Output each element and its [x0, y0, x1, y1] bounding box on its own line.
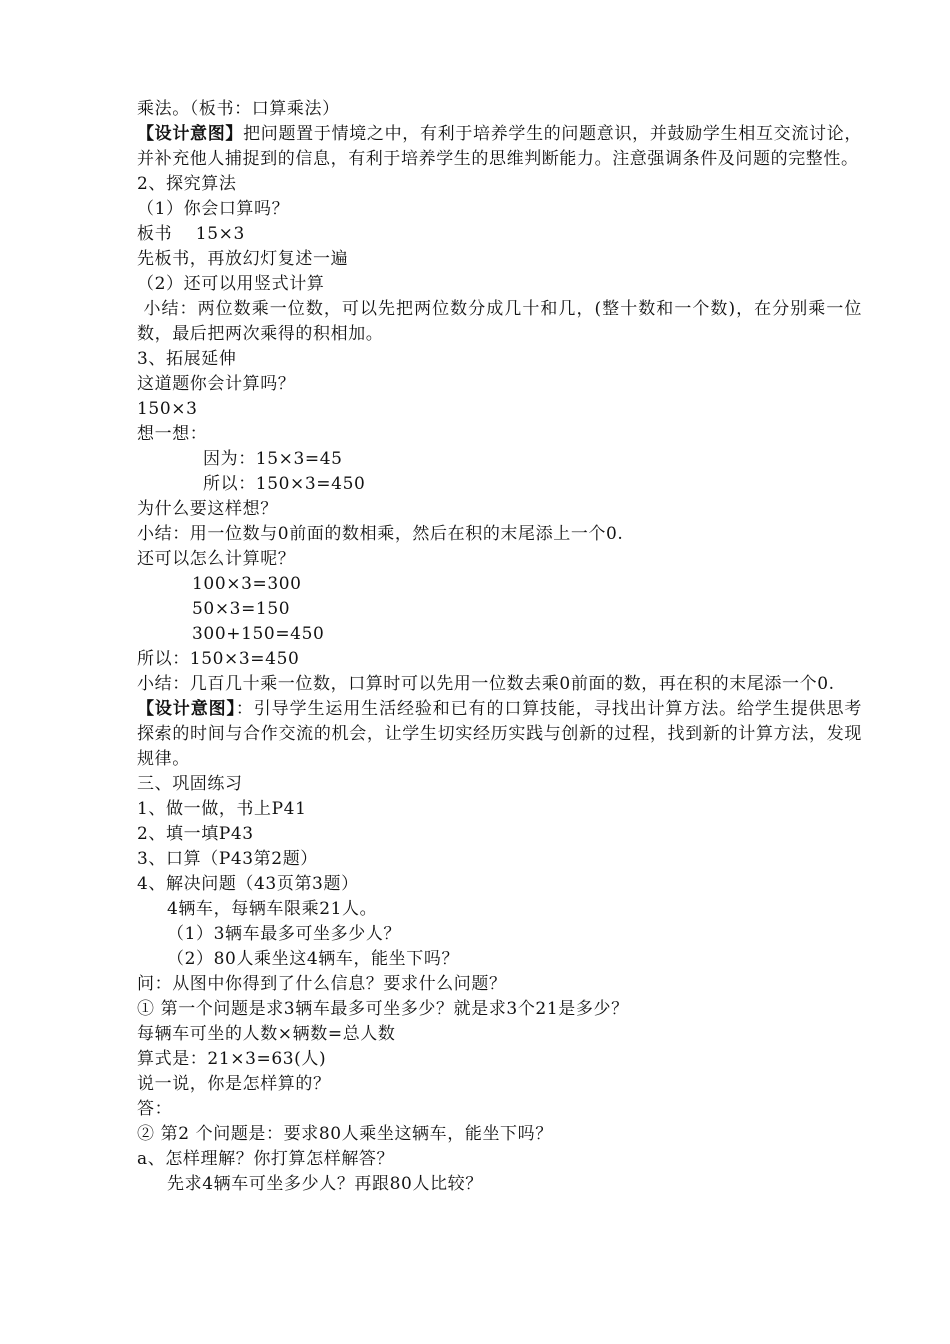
design-intent-2: 【设计意图】：引导学生运用生活经验和已有的口算技能，寻找出计算方法。给学生提供思考探索的时间与合作交流的机会，让学生切实经历实践与创新的过程，找到新的计算方法，发现规律。 — [137, 699, 862, 769]
text-line: 说一说，你是怎样算的？ — [137, 1074, 331, 1094]
equation: 150×3 — [137, 399, 198, 419]
design-intent-label: 【设计意图】 — [137, 124, 244, 144]
summary-3: 小结：几百几十乘一位数，口算时可以先用一位数去乘0前面的数，再在积的末尾添一个0. — [137, 674, 835, 694]
exercise-item: 3、口算（P43第2题） — [137, 849, 318, 869]
problem-statement: 4辆车，每辆车限乘21人。 — [167, 899, 378, 919]
text-line: 问：从图中你得到了什么信息？要求什么问题？ — [137, 974, 507, 994]
exercise-item: 4、解决问题（43页第3题） — [137, 874, 359, 894]
summary-2: 小结：用一位数与0前面的数相乘，然后在积的末尾添上一个0. — [137, 524, 624, 544]
list-item: （2）还可以用竖式计算 — [137, 274, 325, 294]
equation: 100×3=300 — [192, 574, 302, 594]
equation: 因为：15×3=45 — [203, 449, 343, 469]
formula-line: 每辆车可坐的人数×辆数=总人数 — [137, 1024, 396, 1044]
equation: 所以：150×3=450 — [137, 649, 300, 669]
exercise-item: 1、做一做，书上P41 — [137, 799, 307, 819]
text-line: 想一想： — [137, 424, 208, 444]
section-heading: 3、拓展延伸 — [137, 349, 237, 369]
section-heading: 三、巩固练习 — [137, 774, 243, 794]
section-heading: 2、探究算法 — [137, 174, 237, 194]
problem-question: （1）3辆车最多可坐多少人？ — [167, 924, 402, 944]
design-intent-1: 【设计意图】把问题置于情境之中，有利于培养学生的问题意识，并鼓励学生相互交流讨论，并补充他人捕捉到的信息，有利于培养学生的思维判断能力。注意强调条件及问题的完整性。 — [137, 124, 862, 169]
paragraph-intro: 乘法。（板书：口算乘法） — [137, 99, 340, 119]
problem-question: （2）80人乘坐这4辆车，能坐下吗？ — [167, 949, 460, 969]
equation: 50×3=150 — [192, 599, 291, 619]
list-item: （1）你会口算吗？ — [137, 199, 290, 219]
exercise-item: 2、填一填P43 — [137, 824, 254, 844]
text-line: ① 第一个问题是求3辆车最多可坐多少？就是求3个21是多少？ — [137, 999, 629, 1019]
equation: 300+150=450 — [192, 624, 325, 644]
text-line: ② 第2 个问题是：要求80人乘坐这辆车，能坐下吗？ — [137, 1124, 553, 1144]
text-line: 还可以怎么计算呢？ — [137, 549, 296, 569]
equation: 算式是：21×3=63(人) — [137, 1049, 327, 1069]
text-line: a、怎样理解？你打算怎样解答？ — [137, 1149, 395, 1169]
text-line: 先板书，再放幻灯复述一遍 — [137, 249, 349, 269]
summary-1: 小结：两位数乘一位数，可以先把两位数分成几十和几，(整十数和一个数)，在分别乘一位数，最后把两次乘得的积相加。 — [137, 299, 862, 344]
answer-line: 答： — [137, 1099, 173, 1119]
text-line: 这道题你会计算吗？ — [137, 374, 296, 394]
board-note: 板书 15×3 — [137, 224, 245, 244]
design-intent-label: 【设计意图】 — [137, 699, 236, 719]
equation: 所以：150×3=450 — [203, 474, 366, 494]
text-line: 先求4辆车可坐多少人？再跟80人比较？ — [167, 1174, 483, 1194]
text-line: 为什么要这样想？ — [137, 499, 278, 519]
document-body — [137, 97, 862, 1197]
